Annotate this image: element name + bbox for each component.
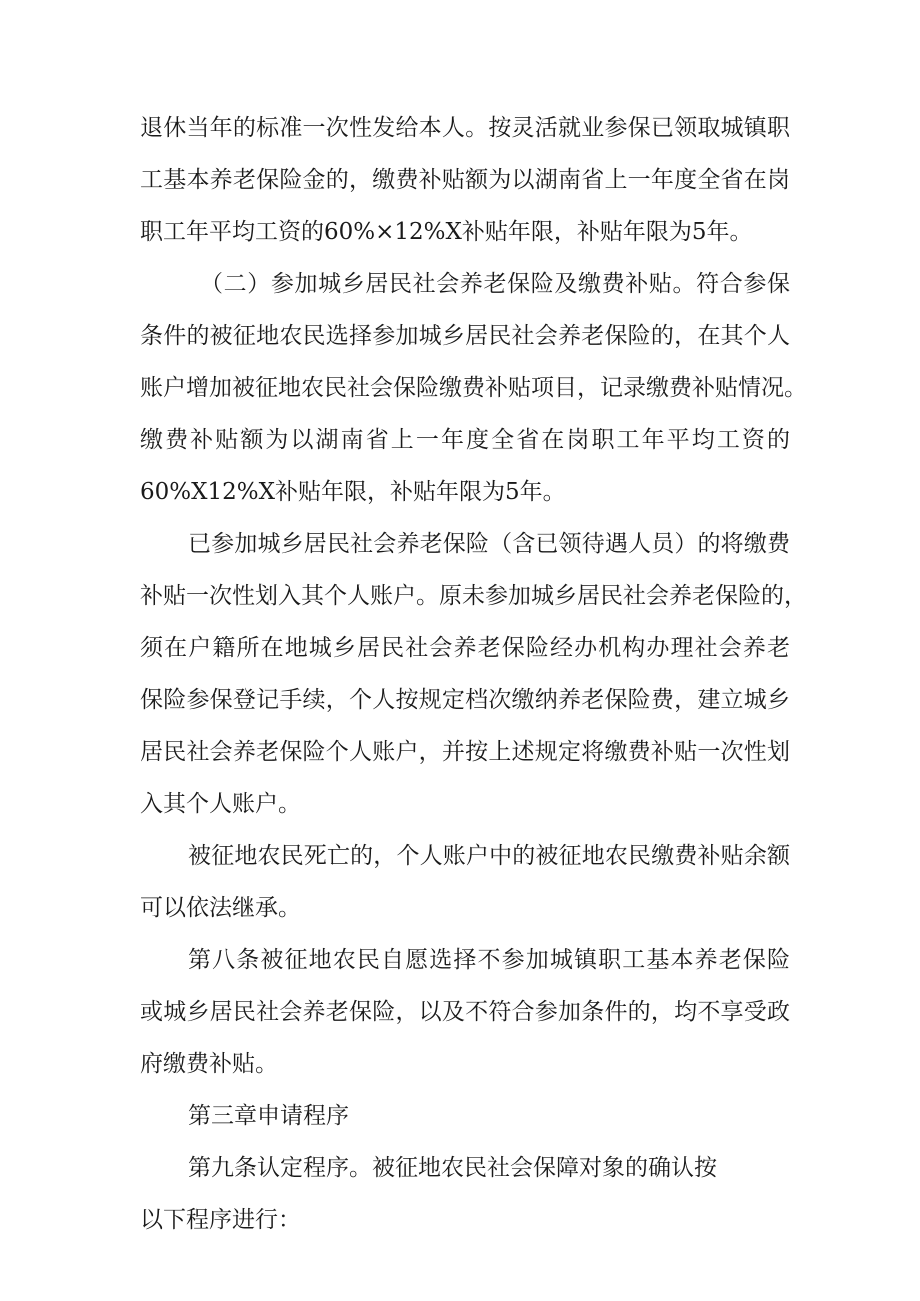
- text-line: 缴费补贴额为以湖南省上一年度全省在岗职工年平均工资的: [140, 427, 790, 453]
- text-line: 或城乡居民社会养老保险，以及不符合参加条件的，均不享受政: [140, 999, 790, 1025]
- text-line: 入其个人账户。: [140, 791, 301, 817]
- text-line: 保险参保登记手续，个人按规定档次缴纳养老保险费，建立城乡: [140, 687, 790, 713]
- text-line: 退休当年的标准一次性发给本人。按灵活就业参保已领取城镇职: [140, 115, 790, 141]
- paragraph-heading: （二）参加城乡居民社会养老保险及缴费补贴。符合参保: [200, 271, 790, 297]
- text-line: 居民社会养老保险个人账户，并按上述规定将缴费补贴一次性划: [140, 739, 790, 765]
- text-line: 补贴一次性划入其个人账户。原未参加城乡居民社会养老保险的，: [140, 583, 807, 609]
- text-line: 职工年平均工资的60%×12%X补贴年限，补贴年限为5年。: [140, 219, 753, 245]
- text-line: 被征地农民死亡的，个人账户中的被征地农民缴费补贴余额: [188, 843, 790, 869]
- text-line: 账户增加被征地农民社会保险缴费补贴项目，记录缴费补贴情况。: [140, 375, 807, 401]
- text-line: 须在户籍所在地城乡居民社会养老保险经办机构办理社会养老: [140, 635, 790, 661]
- article-9-line: 第九条认定程序。被征地农民社会保障对象的确认按: [188, 1155, 717, 1181]
- text-line: 已参加城乡居民社会养老保险（含已领待遇人员）的将缴费: [188, 531, 790, 557]
- article-8-line: 第八条被征地农民自愿选择不参加城镇职工基本养老保险: [188, 947, 790, 973]
- text-line: 工基本养老保险金的，缴费补贴额为以湖南省上一年度全省在岗: [140, 167, 790, 193]
- text-line: 以下程序进行：: [140, 1207, 301, 1233]
- text-line: 60%X12%X补贴年限，补贴年限为5年。: [140, 479, 566, 505]
- chapter-heading: 第三章申请程序: [188, 1103, 349, 1129]
- text-line: 可以依法继承。: [140, 895, 301, 921]
- text-line: 府缴费补贴。: [140, 1051, 278, 1077]
- text-line: 条件的被征地农民选择参加城乡居民社会养老保险的，在其个人: [140, 323, 790, 349]
